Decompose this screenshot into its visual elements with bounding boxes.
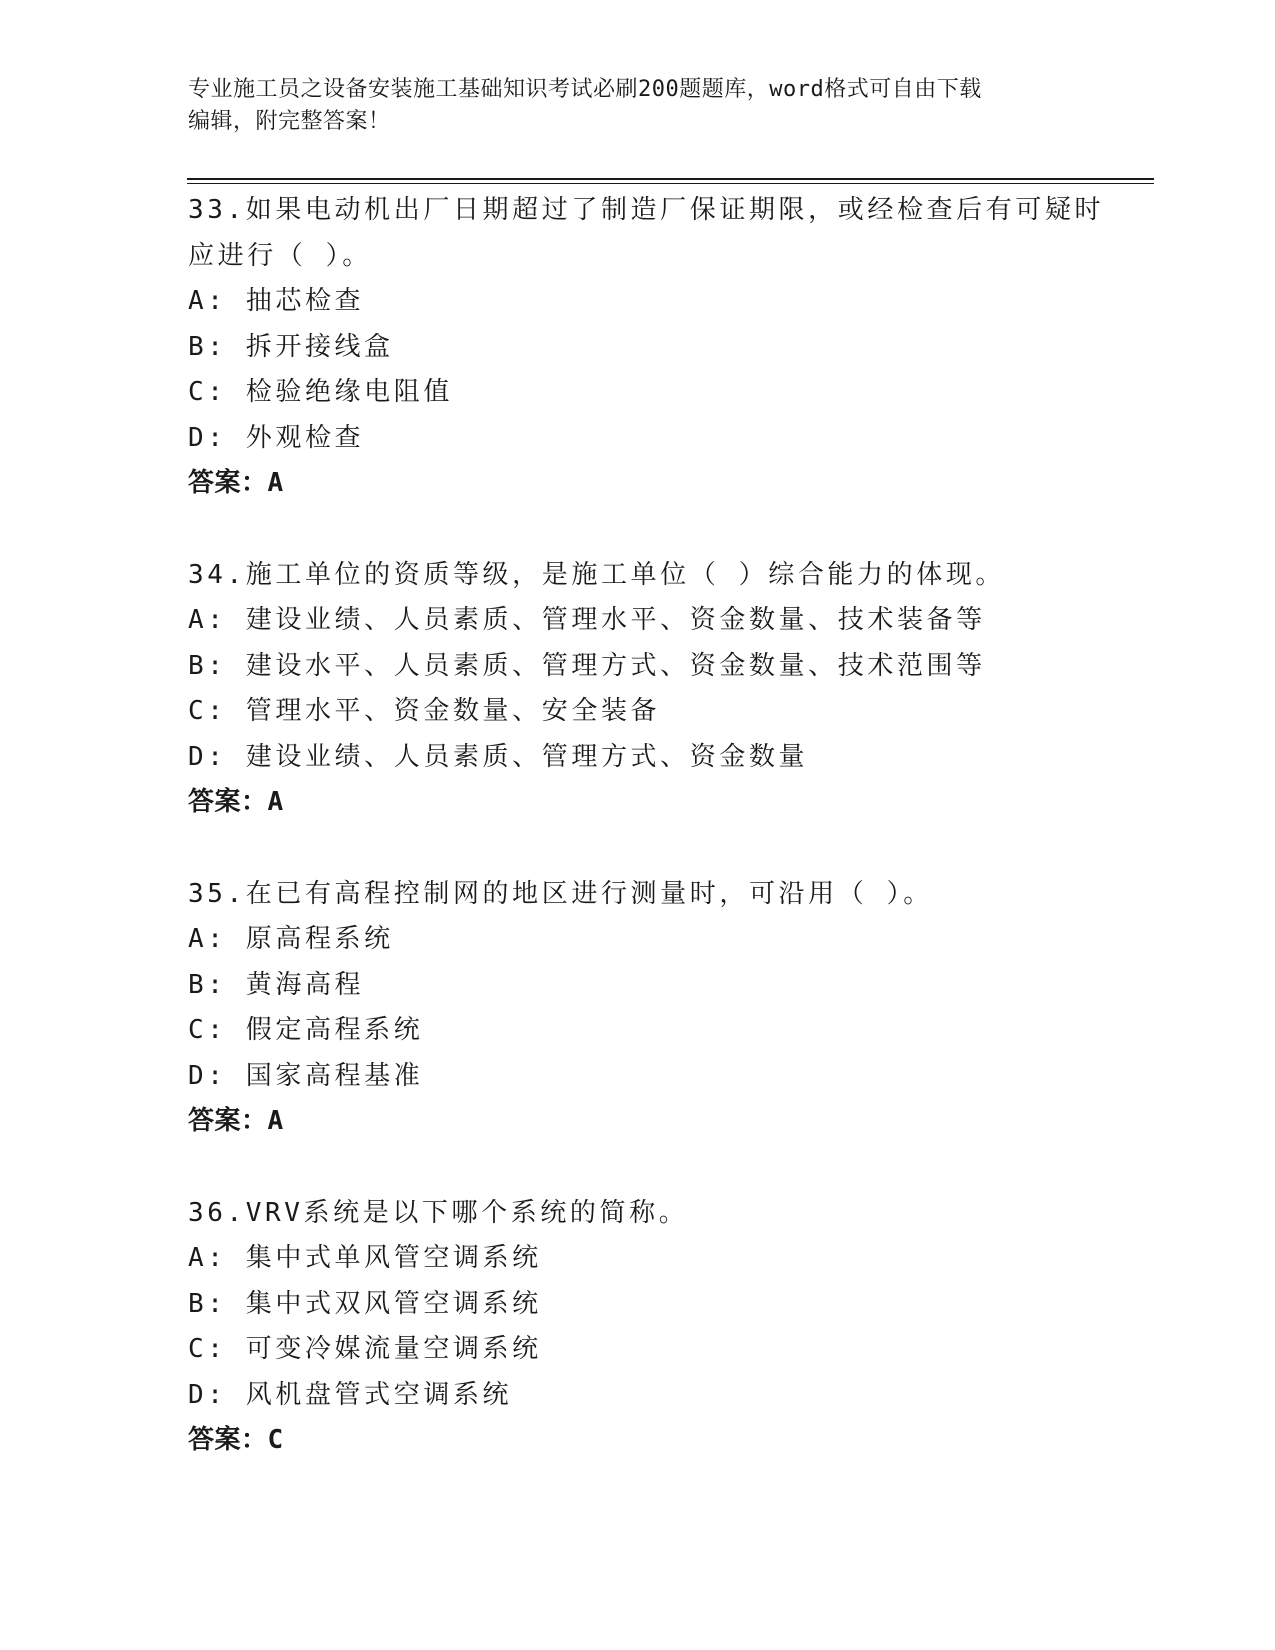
answer-label: 答案：A	[188, 787, 284, 817]
option-b: B: 建设水平、人员素质、管理方式、资金数量、技术范围等	[188, 650, 986, 681]
option-a: A: 原高程系统	[188, 924, 394, 954]
question-text-line: 36.VRV系统是以下哪个系统的简称。	[188, 1197, 689, 1228]
header-title-line-2: 编辑，附完整答案！	[188, 109, 391, 134]
question-list	[188, 188, 1148, 1464]
document-header	[188, 74, 1088, 138]
option-b: B: 黄海高程	[188, 969, 365, 1000]
question-spacer	[188, 826, 1148, 872]
question-33	[188, 188, 1148, 507]
option-b: B: 拆开接线盒	[188, 331, 394, 362]
option-c: C: 管理水平、资金数量、安全装备	[188, 696, 661, 726]
question-34	[188, 553, 1148, 826]
option-d: D: 风机盘管式空调系统	[188, 1379, 513, 1410]
header-divider-thick	[187, 178, 1154, 180]
option-a: A: 建设业绩、人员素质、管理水平、资金数量、技术装备等	[188, 605, 986, 635]
question-text-line: 33.如果电动机出厂日期超过了制造厂保证期限，或经检查后有可疑时	[188, 195, 1105, 225]
question-text-line: 34.施工单位的资质等级，是施工单位（ ）综合能力的体现。	[188, 559, 1006, 590]
option-c: C: 可变冷媒流量空调系统	[188, 1334, 542, 1364]
question-text-line: 应进行（ ）。	[188, 240, 372, 271]
option-a: A: 集中式单风管空调系统	[188, 1243, 542, 1273]
question-spacer	[188, 507, 1148, 553]
option-b: B: 集中式双风管空调系统	[188, 1288, 542, 1319]
header-divider-thin	[187, 183, 1154, 184]
option-d: D: 国家高程基准	[188, 1060, 424, 1091]
option-c: C: 假定高程系统	[188, 1015, 424, 1045]
answer-label: 答案：A	[188, 1106, 284, 1136]
option-d: D: 外观检查	[188, 422, 365, 453]
question-36	[188, 1191, 1148, 1464]
question-text-line: 35.在已有高程控制网的地区进行测量时，可沿用（ ）。	[188, 878, 933, 909]
option-c: C: 检验绝缘电阻值	[188, 377, 453, 407]
answer-label: 答案：A	[188, 468, 284, 498]
question-35	[188, 872, 1148, 1145]
answer-label: 答案：C	[188, 1425, 284, 1455]
option-d: D: 建设业绩、人员素质、管理方式、资金数量	[188, 741, 809, 772]
header-title-line-1: 专业施工员之设备安装施工基础知识考试必刷200题题库，word格式可自由下载	[188, 77, 982, 102]
option-a: A: 抽芯检查	[188, 286, 365, 316]
question-spacer	[188, 1145, 1148, 1191]
